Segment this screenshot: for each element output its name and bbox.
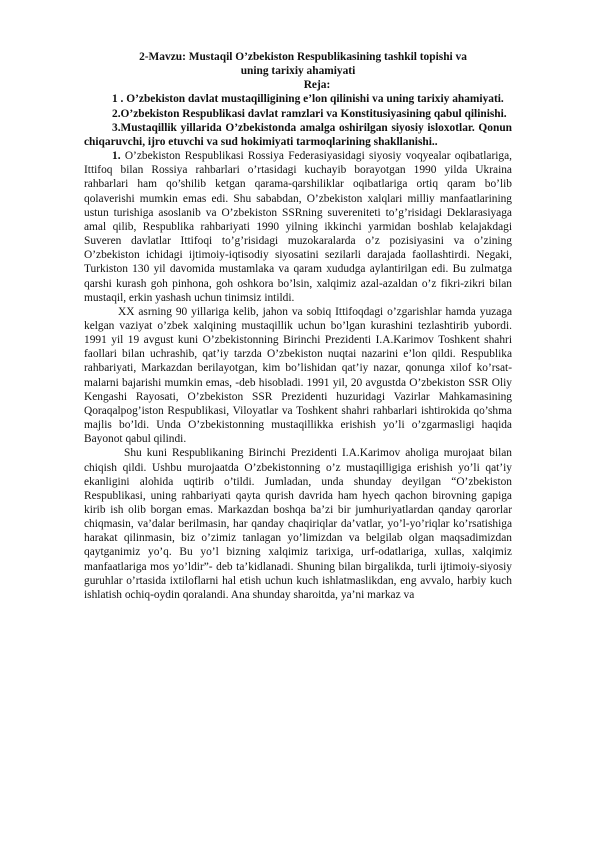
plan-label: Reja: bbox=[303, 79, 331, 92]
plan-item-1: 1 . O’zbekiston davlat mustaqilligining e’lon qilinishi va uning tarixiy ahamiyati. bbox=[112, 93, 504, 106]
title-line-2: uning tarixiy ahamiyati bbox=[240, 65, 356, 78]
paragraph-1-body: O’zbekiston Respublikasi Rossiya Federasiyasidagi siyosiy voqyealar oqibatlariga, Ittifoq bilan Rossiya rahbarlari o’rtasidagi kuchayib borayotgan 1990 yilda Ukraina rahbarlari ham qo’shilib ketgan qarama-qarshiliklar oqibatlariga ortiq qaram bo’lib qolaverishi mumkin emas edi. Shu sababdan, O’zbekiston xalqlari milliy manfaatlarining ustun turishiga asoslanib va O’zbekiston SSRning suvereniteti to’g’risidagi Deklarasiyaga amal qilib, Respublika rahbariyati 1990 yilning ikkinchi yarmidan boshlab kelajakdagi Suveren davlatlar Ittifoqi to’g’risidagi muzokaralarda o’z pozisiyasini va o’zining O’zbekiston ichidagi ijtimoiy-iqtisodiy siyosatini sezilarli darajada faollashtirdi. Negaki, Turkiston 130 yil davomida mustamlaka va qaram xududga aylantirilgan edi. Bu zulmatga qarshi kurash goh pinhona, goh oshkora bo’lsin, xalqimiz azal-azaldan o’z fikri-zikri bilan mustaqil, erkin yashash uchun tinimsiz intildi. bbox=[84, 150, 512, 304]
plan-item-2: 2.O’zbekiston Respublikasi davlat ramzlari va Konstitusiyasining qabul qilinishi. bbox=[112, 107, 507, 120]
plan-item-3: 3.Mustaqillik yillarida O’zbekistonda amalga oshirilgan siyosiy isloxotlar. Qonun chiqaruvchi, ijro etuvchi va sud hokimiyati tarmoqlarining shakllanishi.. bbox=[84, 121, 512, 148]
paragraph-2: XX asrning 90 yillariga kelib, jahon va sobiq Ittifoqdagi o’zgarishlar hamda yuzaga kelgan vaziyat o’zbek xalqining mustaqillik uchun bo’lgan kurashini tezlashtirib yubordi. 1991 yil 19 avgust kuni O’zbekistonning Birinchi Prezidenti I.A.Karimov Toshkent shahri faollari bilan uchrashib, qat’iy tarzda O’zbekiston nuqtai nazarini e’lon qildi. Respublika rahbariyati, Markazdan berilayotgan, kim bo’lishidan qat’iy nazar, qonunga xilof ko’rsat-malarni bajarishi mumkin emas, -deb hisobladi. 1991 yil, 20 avgustda O’zbekiston SSR Oliy Kengashi Rayosati, O’zbekiston SSR Prezidenti huzuridagi Vazirlar Mahkamasining Qoraqalpog’iston Respublikasi, Viloyatlar va Toshkent shahri rahbarlari ishtirokida qo’shma majlis bo’ldi. Unda O’zbekistonning mustaqillikka erishish yo’li o’zgarmasligi haqida Bayonot qabul qilindi. bbox=[84, 305, 512, 446]
document-page bbox=[84, 50, 512, 602]
paragraph-1 bbox=[84, 149, 512, 305]
paragraph-3: Shu kuni Respublikaning Birinchi Prezidenti I.A.Karimov aholiga murojaat bilan chiqish qildi. Ushbu murojaatda O’zbekistonning o’z mustaqilligiga erishish yo’li qat’iy ekanligini alohida uqtirib o’tildi. Jumladan, unda shunday deyilgan “O’zbekiston Respublikasi, uning rahbariyati qayta qurish davrida ham hyech qachon birovning gapiga kirib ish olib borgan emas. Markazdan boshqa ba’zi bir jumhuriyatlardan qanday qarorlar chiqmasin, va’dalar berilmasin, har qanday chaqiriqlar da’vatlar, yo’l-yo’riqlar ko’rsatishiga harakat qilinmasin, biz o’zimiz tanlagan yo’limizdan va belgilab olgan maqsadimizdan qaytganimiz yo’q. Bu yo’l bizning xalqimiz tarixiga, urf-odatlariga, xullas, xalqimiz manfaatlariga mos yo’ldir”- deb ta’kidlanadi. Shuning bilan birgalikda, turli ijtimoiy-siyosiy guruhlar o’rtasida ixtiloflarni hal etish uchun kuch ishlatmaslikdan, eng avvalo, harbiy kuch ishlatish ochiq-oydin qoralandi. Ana shunday sharoitda, ya’ni markaz va bbox=[84, 447, 512, 601]
paragraph-1-number: 1. bbox=[112, 150, 121, 163]
title-line-1: 2-Mavzu: Mustaqil O’zbekiston Respublikasining tashkil topishi va bbox=[139, 51, 467, 63]
